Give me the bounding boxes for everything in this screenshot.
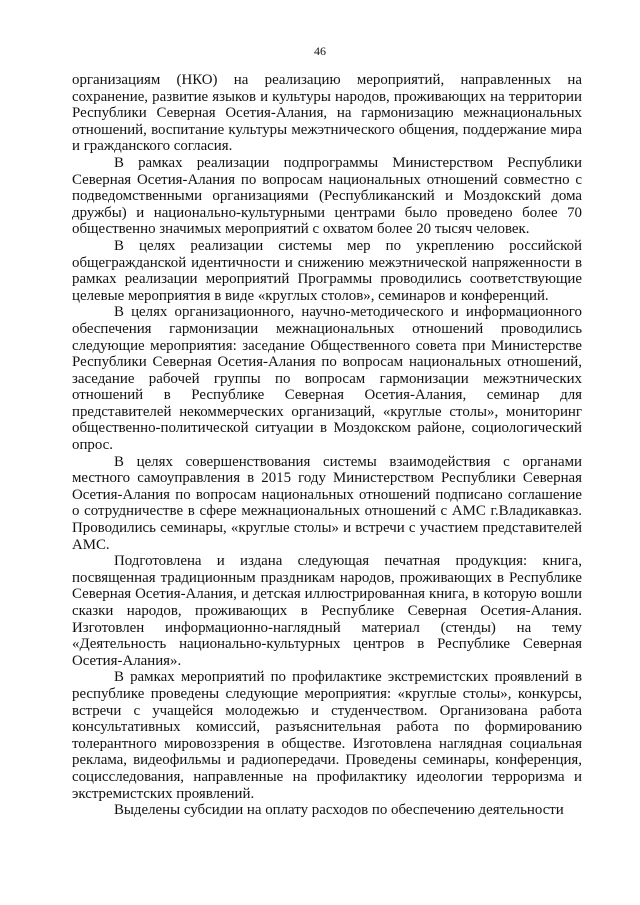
page-number: 46 [314,44,326,58]
paragraph-subprogram-events: В рамках реализации подпрограммы Министерством Республики Северная Осетия-Алания по вопросам национальных отношений совместно с подведомственными организациями (Республиканский и Моздокский дома дружбы) и национально-культурными центрами было проведено более 70 общественно значимых мероприятий с охватом более 20 тысяч человек. [72,154,582,238]
document-body [72,72,582,819]
paragraph-identity-measures: В целях реализации системы мер по укреплению российской общегражданской идентичности и снижению межэтнической напряженности в рамках реализации мероприятий Программы проводились соответствующие целевые мероприятия в виде «круглых столов», семинаров и конференций. [72,237,582,304]
paragraph-extremism-prevention: В рамках мероприятий по профилактике экстремистских проявлений в республике проведены следующие мероприятия: «круглые столы», конкурсы, встречи с учащейся молодежью и студенчеством. Организована работа консультативных комиссий, разъяснительная работа по формированию толерантного мировоззрения в обществе. Изготовлена наглядная социальная реклама, видеофильмы и радиопередачи. Проведены семинары, конференция, социсследования, направленные на профилактику идеологии терроризма и экстремистских проявлений. [72,669,582,802]
paragraph-organizational-support: В целях организационного, научно-методического и информационного обеспечения гармонизации межнациональных отношений проводились следующие мероприятия: заседание Общественного совета при Министерстве Республики Северная Осетия-Алания по вопросам национальных отношений, заседание рабочей группы по вопросам гармонизации межэтнических отношений в Республике Северная Осетия-Алания, семинар для представителей некоммерческих организаций, «круглые столы», мониторинг общественно-политической ситуации в Моздокском районе, социологический опрос. [72,304,582,454]
paragraph-printed-products: Подготовлена и издана следующая печатная продукция: книга, посвященная традиционным праздникам народов, проживающих в Республике Северная Осетия-Алания, и детская иллюстрированная книга, в которую вошли сказки народов, проживающих в Республике Северная Осетия-Алания. Изготовлен информационно-наглядный материал (стенды) на тему «Деятельность национально-культурных центров в Республике Северная Осетия-Алания». [72,553,582,669]
paragraph-local-government: В целях совершенствования системы взаимодействия с органами местного самоуправления в 2015 году Министерством Республики Северная Осетия-Алания по вопросам национальных отношений подписано соглашение о сотрудничестве в сфере межнациональных отношений с АМС г.Владикавказ. Проводились семинары, «круглые столы» и встречи с участием представителей АМС. [72,453,582,553]
paragraph-subsidies: Выделены субсидии на оплату расходов по обеспечению деятельности [114,802,564,819]
paragraph-continuation: организациям (НКО) на реализацию мероприятий, направленных на сохранение, развитие языков и культуры народов, проживающих на территории Республики Северная Осетия-Алания, на гармонизацию межнациональных отношений, воспитание культуры межэтнического общения, поддержание мира и гражданского согласия. [72,72,582,155]
